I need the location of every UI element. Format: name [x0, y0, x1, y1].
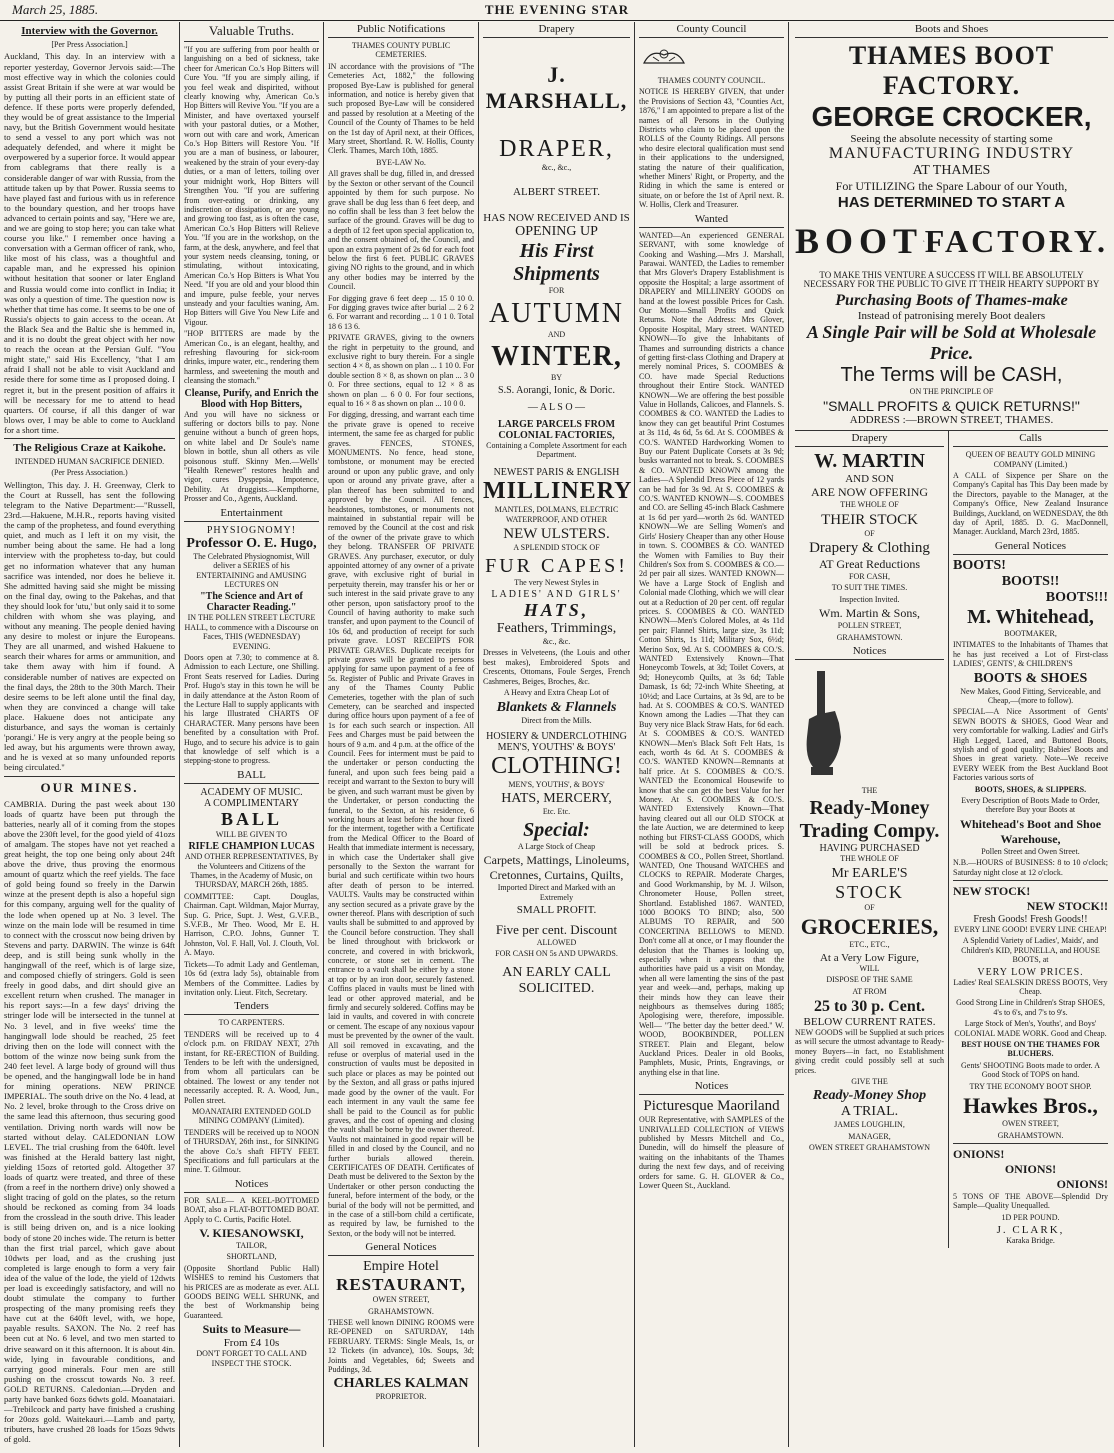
ad-body: For UTILIZING the Spare Labour of our Youth,	[835, 179, 1068, 193]
ad-headline: A Single Pair will be Sold at Wholesale Price.	[806, 321, 1097, 363]
notice-body: A CALL of Sixpence per Share on the Company's Capital has This Day been made by the Directors, payable to the Manager, at the Company's Office, New Zealand Insurance Buildings, Auckland, on WEDNESDAY, the 8th day of April, 1885. D. G. MacDonnell, Manager. Auckland, March 23rd, 1885.	[953, 471, 1108, 537]
ad-body: Karaka Bridge.	[1006, 1236, 1055, 1246]
ad-body: Gents' SHOOTING Boots made to order. A Good Stock of TOPS on hand.	[961, 1060, 1100, 1080]
ad-body: Ladies' Real SEALSKIN DRESS BOOTS, Very Cheap.	[953, 977, 1108, 997]
ad-body: A Heavy and Extra Cheap Lot of	[503, 688, 610, 698]
ad-body: OWEN STREET,	[372, 1295, 430, 1305]
column-drapery	[479, 22, 634, 1447]
ad-body: HOSIERY & UNDERCLOTHING	[486, 730, 627, 742]
ad-headline: GROCERIES,	[800, 914, 939, 940]
ad-headline: J. CLARK,	[996, 1224, 1065, 1237]
ad-body: A Splendid Variety of Ladies', Maids', and Children's KID, PRUNELLA, and HOUSE BOOTS, at	[961, 936, 1100, 965]
notice-body: PRIVATE GRAVES, giving to the owners the right in perpetuity to the ground, and exclusive right to bury therein. For a single section 4 × 8, as shown on plan ... 1 10 0. For double section 8 × 8, as shown on plan ... 3 0 0. For three sections, equal to 12 × 8 as shown on plan ... 6 0 0. For four sections, equal to 16 × 8 as shown on plan ... 10 0 0.	[328, 333, 474, 409]
section-heading: Calls	[953, 431, 1108, 447]
ad-headline: The Terms will be CASH,	[840, 363, 1063, 386]
notice-body: For digging, dressing, and warrant each time the private grave is opened to receive interment, the same fee as charged for public graves. FENCES, STONES, MONUMENTS. No fence, head stone, tombstone, or monument may be erected around or upon any public grave, and only upon or around any private grave, after a plan thereof has been submitted to and approved by the Council. All fences, headstones, tombstones, or monuments not maintained in substantial repair will be removed by the Council at the cost and risk of the owner of the private grave to which they belong. TRANSFER OF PRIVATE GRAVES. Any purchaser, executor, or duly appointed attorney of any owner of a private grave, with exclusive right of burial in perpetuity therein, may transfer his or her or such interest in the said private grave to any other person, upon satisfactory proof to the Council of having authority to make such transfer, and upon payment to the Council of 10s 6d, and production of receipt for such private grave. LOST RECEIPTS FOR PRIVATE GRAVES. Duplicate receipts for private graves will be granted to persons applying for same upon payment of a fee of 5s. Register of Public and Private Graves in any of the Thames County Public Cemeteries, together with the plan of such Cemetery, can be searched and inspected during office hours upon payment of a fee of 1s for each such search or inspection. All Fees and Charges must be paid between the hours of 9 a.m. and 4 p.m. at the office of the Council. Fees for interment must be paid to the undertaker or person conducting the funeral, and upon such fees being paid a receipt and warrant to the Sexton to bury will be given, and such warrant must be given by the Undertaker, or person conducting the funeral, to the Sexton, at his residence, 6 working hours at least before the hour fixed for the interment, together with a Certificate from the Medical Officer to the Board of Health that immediate interment is necessary, in which case the Undertaker shall give personally to the Sexton the warrant for burial and such certificate within two hours after death of person to be interred. VAULTS. Vaults may be constructed within any section secured as a private grave by the owner thereof. Plans with description of such vaults shall be submitted to and approved by the Council before construction. They shall be lined throughout with brickwork or concrete, and covered in with brickwork, concrete, or stone set in cement. The entrance to a vault shall be either by a stone at top or by an iron door, securely fastened. Coffins placed in vaults must be lined with lead or other approved material, and be firmly and securely soldered. Coffins may be laid in vaults, and covered in with concrete or cement. The escape of any noxious vapour must be prevented by the owner of the vault. All soil removed in excavating, and the refuse or overplus of material used in the construction of vaults must be deposited in such place or places as may be pointed out by the Sexton, and all grass or paths injured made good by the owner of the vault. For each interment in any vault the same fee shall be paid to the Council as for public graves, and the cost of opening and closing the vault shall be borne by the owner thereof. Vaults not maintained in good repair will be filled in and closed by the Council, and no further burials allowed therein. CERTIFICATES OF DEATH. Certificates of Death must be delivered to the Sexton by the Undertaker or other person conducting the funeral, before interment of the body, or the burial of the body will not be permitted, and in the case of a still-born child a certificate, as required by law, be furnished to the Sexton, or the body will not be interred.	[328, 410, 474, 1238]
ad-body: TENDERS will be received up to NOON of THURSDAY, 26th inst., for SINKING the above Co.'s shaft FIFTY FEET. Specifications and full particulars at the mine. T. Gilmour.	[184, 1127, 319, 1175]
ad-body: ALLOWED	[536, 937, 577, 947]
ad-body: Direct from the Mills.	[521, 715, 592, 725]
section-heading: Notices	[184, 1177, 319, 1193]
ad-headline: MANUFACTURING INDUSTRY	[828, 145, 1075, 162]
ad-headline: Empire Hotel	[363, 1259, 439, 1275]
article-body: CAMBRIA. During the past week about 130 loads of quartz have been put through the batteries, nearly all of it coming from the stopes above the 230ft level, for the good yield of 41ozs of amalgam. The stopes have not yet reached a great height, the top one being only about 24ft above the drive, thus proving the enormous amount of quartz which the reef yields. The face of gold being found so freely in the Darwin winze at the present depth is also a hopeful sign for this company, arguing well for the quality of the lode when opened up at No. 3 level. The winze on the main lode will be resumed in time to connect with the crosscut now being driven by Stevens and party. DARWIN. The winze is 64ft deep, and is still being sunk wholly in the hangingwall of the reef, which is of large size, and composed chiefly of stringers. Gold is seen freely in good dabs, and dirt should give an excellent return when crushed. The manager in his report says:—In a few days' driving the stringer lode will be intersected in the tunnel at No. 3 level, and in five weeks' time the hangingwall lode should be reached, 25 feet driving then on the lode will connect with the bottom of the winze now being sunk from the 240 feet level. A large body of ground will thus be opened, and the hangingwall lode be in hand for mining operations. NEW PRINCE IMPERIAL. The south drive on the No. 4 lead, at No. 2 level, broke through to the Cross drive on the same lead this afternoon, thus securing good ventilation. Driving north wards will now be started without delay. CALEDONIAN LOW LEVEL. The trial crushing from the 640ft. level was finished at the Herald battery last night, yielding 15ozs of retorted gold. Altogether 37 loads of quartz were treated, and three of these (from a reef in the northern drive) only showed a slight tracing of gold on the plates, so the return should be reckoned as coming from 34 loads from the crosslead in the south drive. This leader is still being driven on, and is a nice looking body of stone 20 inches wide. The return is better than the first trial parcel, which gave about 10dwts per load, and as the crushing just completed is large enough to form a very fair idea of the value of the lode, the yield of 12dwts per load is exceedingly satisfactory, and will no doubt stimulate the company to further prospecting of the many promising reefs they have cut at the 640ft level, with, we hope, payable results. SAXON. The No. 2 reef has been cut at No. 6 level, and two men started to drive seaward on it this afternoon. It is about 4in. wide, lying in favourable conditions, and carrying good minerals. Four men are still pushing on the crosscut towards No. 3 reef. GOLD RETURNS. Caledonian.—Dryden and party have banked 6ozs 6dwts gold. Moanataiari.—Trebilcock and party have finished a crushing for 20ozs gold. Waitekauri.—Lamb and party, tributers, have crushed 28 loads for 15ozs 9dwts of gold.	[4, 798, 175, 1445]
ad-headline: Cleanse, Purify, and Enrich the Blood with Hop Bitters,	[184, 387, 319, 410]
ad-body: AND OTHER REPRESENTATIVES, By the Volunteers and Citizens of the Thames, in the Academy of Music, on THURSDAY, MARCH 26th, 1885.	[184, 852, 319, 890]
article-byline: (Per Press Association.)	[51, 468, 128, 478]
ad-body: COMMITTEE: Capt. Douglas, Chairman. Capt. Wildman, Major Murray, Sup. G. Price, Supt. J. West, G.V.F.B., S.V.F.B., Mr Theo. Wood, Mr E. H. Harrison, C.P.O. Johns, Gunner T. Johnston, Vol. F. Hall, Vol. J. Clouth, Vol. A. Mayo.	[184, 891, 319, 958]
article-headline: Interview with the Governor.	[21, 25, 158, 37]
ad-body: GIVE THE	[851, 1076, 888, 1086]
ad-body: THE WHOLE OF	[840, 500, 899, 510]
ad-body: JAMES LOUGHLIN,	[834, 1120, 905, 1130]
section-heading: Notices	[795, 644, 944, 660]
notice-headline: BYE-LAW No.	[376, 157, 426, 167]
ad-body: Carpets, Mattings, Linoleums, Cretonnes, Curtains, Quilts,	[483, 853, 630, 883]
ad-body: Containing a Complete Assortment for each Department.	[486, 440, 627, 460]
ad-headline: FUR CAPES!	[485, 554, 628, 577]
ad-headline: AUTUMN	[489, 297, 624, 329]
ad-headline: Drapery & Clothing	[809, 540, 930, 557]
ad-headline: J. MARSHALL,	[485, 62, 628, 113]
ad-body: LADIES' AND GIRLS'	[491, 589, 622, 601]
ad-headline: ONIONS!	[953, 1146, 1005, 1161]
article-byline: [Per Press Association.]	[51, 40, 128, 49]
ad-body: TAILOR,	[236, 1241, 267, 1251]
ad-headline: HATS, MERCERY,	[501, 791, 612, 807]
boot-factory-banner	[795, 211, 1108, 271]
ad-headline: "The Science and Art of Character Reading."	[200, 591, 303, 614]
masthead: THE EVENING STAR	[484, 2, 630, 17]
ad-body: HAVING PURCHASED	[819, 843, 920, 855]
ad-headline: His First	[519, 240, 594, 263]
column-boots-and-shoes	[789, 22, 1114, 1447]
ad-body: FOR CASH,	[849, 572, 890, 582]
ad-body: Imported Direct and Marked with an Extremely	[497, 883, 616, 902]
ad-body: Wm. Martin & Sons,	[819, 606, 920, 621]
section-heading: Tenders	[184, 999, 319, 1015]
ad-body: FOR SALE— A KEEL-BOTTOMED BOAT, also a FLAT-BOTTOMED BOAT. Apply to C. Curtis, Pacific Hotel.	[184, 1195, 319, 1224]
ad-headline: FACTORY.	[924, 222, 1108, 259]
ad-body: GRAHAMSTOWN.	[836, 632, 903, 642]
notice-headline: THAMES COUNTY COUNCIL.	[657, 76, 766, 85]
ad-body: AT Great Reductions	[818, 557, 921, 572]
ad-headline: MILLINERY	[483, 478, 633, 505]
ad-body: PROPRIETOR.	[375, 1392, 427, 1402]
ad-headline: STOCK	[835, 881, 904, 902]
ad-headline: M. Whitehead,	[967, 605, 1094, 628]
ad-body: TO MAKE THIS VENTURE A SUCCESS IT WILL BE ABSOLUTELY NECESSARY FOR THE PUBLIC TO GIVE IT THEIR HEARTY SUPPORT BY	[803, 270, 1100, 290]
column-notices	[180, 22, 323, 1447]
ad-body: FOR	[548, 286, 565, 296]
ad-body: Fresh Goods! Fresh Goods!!	[973, 914, 1088, 925]
ad-headline: THEIR STOCK	[821, 511, 918, 528]
pointing-hand-icon	[795, 667, 855, 777]
ad-body: OWEN STREET GRAHAMSTOWN	[808, 1143, 931, 1153]
column-county-council	[635, 22, 788, 1447]
notice-body: For digging grave 6 feet deep ... 15 0 10 0. For digging graves twice after burial ... 2 6 2 6. For warrant and recording ... 1 0 1 0. Total 18 6 13 6.	[328, 293, 474, 331]
ad-headline: AT THAMES	[912, 163, 991, 178]
ad-body: FOR CASH ON 5s AND UPWARDS.	[495, 949, 618, 959]
ad-body: Seeing the absolute necessity of starting some	[850, 133, 1053, 145]
ad-body: Tickets—To admit Lady and Gentleman, 10s 6d (extra lady 5s), obtainable from Members of the Committee. Ladies by invitation only. Lieut. Fitch, Secretary.	[184, 959, 319, 997]
ad-body: OWEN STREET,	[1002, 1119, 1059, 1129]
ad-body: "HOP BITTERS are made by the American Co., is an elegant, healthy, and refreshing flavouring for sick-room drinks, impure water, etc., rendering them harmless, and sweetening the mouth and cleansing the stomach."	[184, 329, 319, 386]
ad-body: &c., &c.,	[541, 163, 572, 172]
ad-headline: Picturesque Maoriland	[643, 1098, 780, 1115]
ad-body: OPENING UP	[515, 224, 598, 240]
ad-headline: BOOTS!!!	[1045, 589, 1108, 605]
ad-body: GRAHAMSTOWN.	[368, 1306, 434, 1316]
section-heading: Valuable Truths.	[184, 22, 319, 42]
article-body: Auckland, This day. In an interview with a reporter yesterday, Governor Jervois said:—The most effective way in which the colonies could assist Great Britain if she were at war would be by putting all their ports in an efficient state of defence. If these ports were properly defended, they would be of great assistance to the Imperial navy, but the British Government would hesitate to send a vessel to any port which was not adequately defended, and where it might be overpowered by a superior force. It would appear from cablegrams that there really is a considerable danger of war with Russia, from the attitude taken up by that Power. Russia seems to have played fast and furious with us in reference to the boundary question, and her troops have advanced to certain points and say, "Here we are, and we are going to stop here; you can take what course you like." I remember once having a conversation with a German officer of rank, who, like most of his class, was a thoughtful and capable man, and he expressed his opinion without hesitation that sooner or later England and Russia would come into conflict in India; it was only a question of time. The question now is whether that time has come. It seems to be one of Russia's objects to gain access to the ocean. At the Black Sea and the Baltic she is hemmed in, and it is no doubt the great object with her now to reach the ocean at the Persian Gulf. "You might state," said His Excellency, "that I am afraid I shall not be able to visit Auckland and reside there for some time as I proposed doing. I regret it, but in the present position of affairs it will be necessary for me to attend to head quarters. Of course, if all this danger of war blows over, I may be able to come to Auckland for a short time.	[4, 51, 175, 435]
notice-headline: THAMES COUNTY PUBLIC CEMETERIES.	[351, 41, 451, 60]
ad-body: — A L S O —	[527, 401, 586, 413]
ad-headline: V. KIESANOWSKI,	[199, 1226, 304, 1241]
ad-headline: BOOTS & SHOES	[973, 670, 1088, 686]
ad-body: TO SUIT THE TIMES.	[831, 583, 908, 593]
ad-headline: Trading Compy.	[799, 820, 940, 843]
ad-body: ALBERT STREET.	[513, 186, 600, 199]
ad-body: N.B.—HOURS of BUSINESS: 8 to 10 o'clock; Saturday night close at 12 o'clock.	[953, 858, 1108, 877]
ad-headline: DRAPER,	[499, 136, 614, 162]
ad-body: At a Very Low Figure,	[819, 951, 920, 964]
ad-body: ADDRESS :—BROWN STREET, THAMES.	[849, 414, 1054, 427]
ad-headline: CLOTHING!	[491, 752, 622, 779]
ad-headline: HAS DETERMINED TO START A	[837, 194, 1066, 211]
ad-body: BEST HOUSE ON THE THAMES FOR BLUCHERS.	[961, 1040, 1100, 1059]
ad-headline: A TRIAL.	[840, 1104, 899, 1120]
ad-headline: PHYSIOGNOMY!	[206, 524, 297, 536]
ad-body: OF	[864, 528, 875, 538]
ad-headline: RESTAURANT,	[336, 1275, 466, 1295]
ad-body: THE	[861, 786, 878, 796]
ad-body: &c., &c.	[542, 637, 571, 647]
classified-body: WANTED—An experienced GENERAL SERVANT, with some knowledge of Cooking and Washing.—Mrs J. Marshall, Parawai. WANTED, the Ladies to remember that Mrs Glover's Drapery Establishment is opposite the Hospital; a large assortment of DRAPERY and MILLINERY GOODS on hand at the lowest possible Prices for Cash. Our Motto—Small Profits and Quick Returns. Note the Address: Mrs Glover, Opposite Hospital, Mary street. WANTED KNOWN—To give the Inhabitants of Thames and surrounding districts a chance of getting first-class Clothing and Drapery at merely nominal Prices, S. COOMBES & CO. have made Special Reductions throughout their Entire Stock. WANTED KNOWN—We are offering the best possible Value in Hollands, Calicoes, and Flannels. S. COOMBES & CO. WANTED the Ladies to know they can get beautiful Print Costumes at 3s 11d, 4s 6d, 5s 6d. At S. COOMBES & CO.'S. WANTED Hardworking Women to Buy our Patent Duplicate Corsets at 3s 9d; busks warranted not to break. S. COOMBES & CO. WANTED KNOWN among the Ladies—A Splendid Dress Piece of 12 yards can be had for 3s 9d. At S. COOMBES & CO.'S. WANTED KNOWN—S. COOMBES and CO. are Selling 45-inch Black Cashmere at 1s 6d per yard—worth 2s 6d. WANTED KNOWN—We are Selling Women's and Girls' Hosiery Cheaper than any other House in town. S. COOMBES & CO. WANTED the Women with Families to Buy their Children's Sox from S. COOMBES & CO.—2d per pair all sizes. WANTED KNOWN—We have a Large Stock of English and Colonial made Clothing, which we will clear out at a Reduction of 20 per cent. off regular prices. S. COOMBES & CO. WANTED KNOWN—Men's Colored Moles, at 4s 11d per pair; Flannel Shirts, large size, 3s 11d; Cotton Shirts, 1s 11d; Military Sox, 6½d; Merino Sox, 9d. At S. COOMBES & CO.'S. WANTED Extensively Known—That Honeycomb Towels, at 3d; Toilet Covers, at 9d; Honeycomb Quilts, at 3s 6d; Table Damask, 1s 6d; 72-inch White Sheeting, at 10½d; and Lace Curtains, at 3s 9d, are to be had. At S. COOMBES & CO.'S. WANTED Known among the Ladies —That they can Buy very nice Black Straw Hats, for 6d each. At S. COOMBES & CO.'S. WANTED KNOWN—Men's Black Soft Felt Hats, 1s each, worth 4s 6d. At S. COOMBES & CO.'S. WANTED KNOWN—Remnants at half price. At S. COOMBES & CO.'S. WANTED the Economical Housewife to know that she can get the best Value for her Money. At S. COOMBES & CO.'S. WANTED Extensively Known—That having cleared out all our OLD STOCK at the late Auction, we are determined to keep nothing but FIRST-CLASS GOODS, which will be sold at bedrock prices. S. COOMBES & CO., Pollen Street, Shortland. WANTED, One Thousand WATCHES and CLOCKS to REPAIR. Moderate Charges, and Good Workmanship, by M. J. Wilson, Chronometer House, Pollen street, Shortland. Established 1867. WANTED, 1000 BOOKS TO BIND; also, 500 ALBUMS TO REPAIR, and 500 CONCERTINA BELLOWS to MEND. Don't come all at once, or I may flounder the delusion that the Thames is looking up, especially when it appears that the authorities have paid us a visit on Monday, when all were lamenting the sins of the past year and week—and, perhaps, making up their minds how they can leave their neighbours as themselves during 1885; Apologising were, therefore, impossible. Well— "The better day the better deed." W. WOOD, BOOKBINDER, POLLEN STREET. Plain and Elegant, below Auckland Prices. Dealer in old Books, Pamphlets, Music, Prints, Engravings, or anything else in that line.	[639, 230, 785, 1077]
ad-headline: WINTER,	[491, 341, 622, 373]
ad-headline: TO CARPENTERS.	[218, 1018, 285, 1028]
ad-headline: ONIONS!	[1004, 1161, 1057, 1176]
notice-headline: QUEEN OF BEAUTY GOLD MINING COMPANY (Limited.)	[965, 450, 1096, 469]
article-subhead: INTENDED HUMAN SACRIFICE DENIED.	[14, 456, 165, 466]
section-heading: Public Notifications	[328, 22, 474, 38]
ad-headline: Mr EARLE'S	[831, 865, 908, 881]
section-heading: BALL	[184, 768, 319, 784]
ad-body: ETC., ETC.,	[849, 940, 890, 950]
ad-headline: THAMES BOOT FACTORY.	[848, 41, 1055, 100]
ad-body: (Opposite Shortland Public Hall) WISHES to remind his Customers that his PRICES are as moderate as ever. ALL GOODS BEING WELL SHRUNK, and the best of Workmanship being Guaranteed.	[184, 1263, 319, 1320]
page-header	[0, 0, 1114, 21]
ad-body: Dresses in Velveteens, (the Louis and other best makes), Embroidered Spots and Crescents, Ottomans, Foule Serges, French Cashmeres, Beiges, Broches, &c.	[483, 648, 630, 686]
ad-headline: NEW ULSTERS.	[503, 526, 610, 543]
ad-body: New Makes, Good Fitting, Serviceable, and Cheap,—(more to follow).	[960, 686, 1101, 705]
ad-body: MANAGER,	[848, 1131, 891, 1141]
ad-body: GRAHAMSTOWN.	[997, 1130, 1064, 1140]
ad-headline: BOOT	[795, 221, 924, 261]
section-heading: General Notices	[328, 1240, 474, 1256]
ad-headline: GEORGE CROCKER,	[811, 101, 1092, 132]
notice-body: IN accordance with the provisions of "The Cemeteries Act, 1882," the following proposed Bye-Law is published for general information, and notice is hereby given that such proposed Bye-Law will be considered and passed by resolution at a Meeting of the Council of the County of Thames to be held on the 1st day of April next, at their Offices, Mary street, Shortland. R. W. Hollis, County Clerk. Thames, March 10th, 1885.	[328, 61, 474, 156]
ad-headline: Whitehead's Boot and Shoe Warehouse,	[959, 816, 1102, 846]
issue-date: March 25, 1885.	[12, 2, 99, 17]
section-heading: County Council	[639, 22, 784, 38]
ad-body: Inspection Invited.	[839, 594, 900, 604]
column-news	[0, 22, 179, 1447]
ad-headline: ONIONS!	[1056, 1176, 1108, 1191]
ad-headline: RIFLE CHAMPION LUCAS	[188, 841, 315, 853]
ad-body: Pollen Street and Owen Street.	[981, 846, 1080, 856]
article-headline: The Religious Craze at Kaikohe.	[13, 441, 166, 454]
ad-body: OF	[864, 902, 875, 912]
ad-body: EVERY LINE GOOD! EVERY LINE CHEAP!	[954, 925, 1107, 934]
ad-body: MEN'S, YOUTHS' & BOYS'	[497, 741, 616, 753]
ad-headline: Shipments	[513, 263, 600, 286]
ad-body: ON THE PRINCIPLE OF	[909, 386, 994, 396]
article-body: Wellington, This day. J. H. Greenway, Clerk to the Court at Russell, has sent the following telegram to the Native Department:—"Russell, 23rd.—Hakuene, M.H.R., reports having visited the camp of the prophetess, and found everything quiet, and much as I left it on my visit, the number being about the same. He had a long interview with the prophetess to-day, but could get no information whatever that any human sacrifice was intended, nor does he believe it. She admitted having said she might be missing on the final day, owing to the Pakehas, and that they should look for 'utu,' but only said it to some children with whom she was playing, and without any meaning. The people denied having any desire to molest or injure the Europeans. They are all unarmed, and wished Hakuene to search their whares for arms or ammunition, and take them away with him if found. A considerable number of natives are expected on the final days, the 28th to the 30th March. Their desire seems to be left alone until the final day, when they are convinced a change will take place. Hakuene does not anticipate any disturbance, and says the woman is certainly 'porangi.' He is very angry at the people being so led away, but his arguments were thrown away, and he is vexed at so many unfounded reports being circulated."	[4, 479, 175, 773]
ad-headline: MOANATAIRI EXTENDED GOLD MINING COMPANY (Limited).	[192, 1106, 311, 1126]
ad-headline: "SMALL PROFITS & QUICK RETURNS!"	[823, 398, 1080, 415]
ad-body: POLLEN STREET,	[837, 621, 902, 631]
ad-headline: Ready-Money	[809, 797, 930, 820]
article-headline: OUR MINES.	[40, 779, 139, 795]
ad-headline: A COMPLIMENTARY	[203, 797, 300, 809]
notice-body: All graves shall be dug, filled in, and dressed by the Sexton or other servant of the Council appointed by them for such purpose. No grave shall be dug less than 6 feet deep, and no coffin shall be less than 3 feet below the surface of the ground. Graves will be dug to a depth of 12 feet upon special application to, and the consent obtained of, the Council, and upon an extra payment of 2s 6d for each foot below the first 6 feet. PUBLIC GRAVES giving NO rights to the ground, and in which any other bodies may be interred by the Council.	[328, 169, 474, 292]
ad-body: OUR Representative, with SAMPLES of the UNRIVALLED COLLECTION of VIEWS published by Messrs Mitchell and Co., Dunedin, will do himself the pleasure of waiting on the inhabitants of the Thames during the next few days, and of receiving orders for same. G. H. GLOVER & Co., Lower Queen St., Auckland.	[639, 1115, 784, 1191]
notice-body: NOTICE IS HEREBY GIVEN, that under the Provisions of Section 43, "Counties Act, 1876," I am appointed to prepare a list of the names of all Persons in the Outlying Districts who claim to be placed upon the ROLLS of the County Ridings. All persons who desire electoral qualification must send in their applications to the undersigned, stating the nature of their qualification, whether Miners' Right, or Property, and the Riding in which the same is entered or situate, on or before the 1st of April next. R. W. Hollis, Clerk and Treasurer.	[639, 87, 784, 210]
ad-headline: CHARLES KALMAN	[333, 1376, 469, 1392]
ad-headline: NEW STOCK!	[953, 884, 1031, 898]
ad-body: ARE NOW OFFERING	[810, 485, 929, 500]
ad-body: Etc. Etc.	[542, 807, 571, 817]
ad-body: Good Strong Line in Children's Strap SHOES, 4's to 6's, and 7's to 9's.	[956, 998, 1105, 1017]
ad-body: A SPLENDID STOCK OF	[513, 543, 600, 553]
ad-headline: Special:	[523, 818, 590, 841]
ad-body: From £4 10s	[223, 1337, 280, 1350]
ad-body: Doors open at 7.30; to commence at 8. Admission to each Lecture, one Shilling. Front Seats reserved for Ladies. During Prof. Hugo's stay in this town he will be in daily attendance at the Aston Room of the Lecture Hall to supply applicants with his large Illustrated CHARTS OF CHARACTER. Many persons have been benefited by a consultation with Prof. Hugo, and to secure his advice is to gain that knowledge of self which is a stepping-stone to progress.	[184, 652, 319, 766]
coat-of-arms-icon	[639, 45, 689, 67]
ad-headline: Suits to Measure—	[202, 1322, 301, 1337]
ad-body: AT FROM	[852, 986, 887, 996]
ad-headline: LARGE PARCELS FROM COLONIAL FACTORIES,	[497, 418, 616, 441]
ad-body: TENDERS will be received up to 4 o'clock p.m. on FRIDAY NEXT, 27th instant, for RE-ERECTION of Building. Tenders to be left with the undersigned, from whom all particulars can be obtained. The lowest or any tender not necessarily accepted. R. A. Wood, Jun., Pollen street.	[184, 1029, 319, 1105]
ad-headline: 25 to 30 p. Cent.	[813, 997, 926, 1015]
ad-headline: Blankets & Flannels	[496, 699, 617, 715]
ad-body: VERY LOW PRICES.	[977, 966, 1084, 978]
ad-body: SMALL PROFIT.	[516, 903, 597, 916]
ad-body: Every Description of Boots Made to Order, therefore Buy your Boots at	[961, 795, 1100, 815]
section-heading: Drapery	[795, 431, 944, 447]
ad-body: HAS NOW RECEIVED AND IS	[483, 212, 630, 225]
section-heading: Entertainment	[184, 506, 319, 522]
ad-body: Instead of patronising merely Boot dealers	[857, 309, 1046, 322]
ad-body: WILL	[859, 963, 880, 973]
ad-body: THESE well known DINING ROOMS were RE-OPENED on SATURDAY, 14th FEBRUARY. TERMS: Single Meals, 1s, or 12 Tickets (in advance), 10s. Soups, 3d; Joints and Vegetables, 6d; Sweets and Puddings, 3d.	[328, 1318, 474, 1375]
ad-body: INTIMATES to the Inhabitants of Thames that he has just received a Lot of First-class LADIES', GENTS', & CHILDREN'S	[953, 640, 1108, 669]
section-heading: General Notices	[953, 539, 1108, 555]
ad-headline: Purchasing Boots of Thames-make	[835, 291, 1068, 309]
ad-body: WILL BE GIVEN TO	[215, 829, 288, 839]
ad-body: TRY THE ECONOMY BOOT SHOP.	[969, 1081, 1092, 1091]
ad-body: NEW GOODS will be Supplied at such prices as will secure the utmost advantage to Ready-money Buyers—in fact, no Establishment giving credit could possibly sell at such prices.	[795, 1027, 944, 1075]
section-heading: Boots and Shoes	[795, 22, 1108, 38]
sub-column-left	[795, 431, 949, 1247]
ad-body: AND	[547, 329, 566, 339]
ad-headline: NEW STOCK!!	[1026, 899, 1108, 913]
ad-headline: Five per cent. Discount	[495, 921, 618, 937]
section-heading: Notices	[639, 1079, 784, 1095]
ad-body: S.S. Aorangi, Ionic, & Doric.	[498, 384, 615, 396]
ad-body: BELOW CURRENT RATES.	[803, 1015, 936, 1028]
ad-body: "If you are suffering from poor health or languishing on a bed of sickness, take cheer for American Co.'s Hop Bitters will Cure You. "If you are simply ailing, if you feel weak and dispirited, without clearly knowing why, American Co.'s Hop Bitters will Revive You. "If you are a Minister, and have overtaxed yourself with your pastoral duties, or a Mother, worn out with care and work, American Co.'s Hop Bitters will Restore You. "If you are a man of business, or labourer, weakened by the strain of your every-day duties, or a man of letters, toiling over your midnight work, Hop Bitters will Strengthen You. "If you are suffering from over-eating or drinking, any indiscretion or dissipation, or are young and growing too fast, as is often the case, American Co.'s Hop Bitters will Relieve You. "If you are in the workshop, on the farm, at the desk, anywhere, and feel that your system needs cleansing, toning, or stimulating, without intoxicating, American Co.'s Hop Bitters is What You Need. "If you are old and your blood thin and impure, pulse feeble, your nerves unsteady and your faculties waning, Am. Hop Bitters will Give You New Life and Vigour.	[184, 45, 319, 327]
ad-body: The Celebrated Physiognomist, Will deliver a SERIES of his ENTERTAINING and AMUSING LECTURES ON	[193, 551, 310, 589]
ad-body: BOOTS, SHOES, & SLIPPERS.	[974, 784, 1087, 794]
ad-headline: BALL	[220, 808, 283, 829]
ad-headline: Hawkes Bros.,	[963, 1093, 1098, 1119]
ad-body: MEN'S, YOUTHS', & BOYS'	[508, 779, 605, 789]
sub-columns	[795, 430, 1108, 1247]
ad-body: THE WHOLE OF	[840, 854, 899, 864]
ad-headline: Feathers, Trimmings,	[496, 621, 617, 637]
ad-body: SPECIAL—A Nice Assortment of Gents' SEWN BOOTS & SHOES, Good Wear and very comfortable for walking. Ladies' and Girl's High Legged, Laced, and Buttoned Boots, stylish and of good quality; Babies' Boots and Shoes in great variety. Note—We receive EVERY WEEK from the Best Auckland Boot Factories various sorts of	[953, 707, 1108, 783]
ad-headline: AN EARLY CALL SOLICITED.	[502, 964, 611, 996]
ad-headline: HATS,	[523, 600, 590, 621]
ad-headline: BOOTS!!	[1001, 573, 1060, 589]
ad-body: A Large Stock of Cheap	[517, 841, 596, 851]
ad-body: Large Stock of Men's, Youths', and Boys' COLONIAL MADE WORK. Good and Cheap.	[954, 1019, 1107, 1038]
ad-headline: Ready-Money Shop	[812, 1088, 927, 1104]
ad-body: 5 TONS OF THE ABOVE—Splendid Dry Sample—Quality Unequalled.	[953, 1191, 1108, 1211]
section-heading: Drapery	[483, 22, 630, 38]
ad-headline: Professor O. E. Hugo,	[186, 535, 317, 551]
ad-body: BOOTMAKER,	[1004, 628, 1057, 638]
ad-body: DISPOSE OF THE SAME	[826, 975, 913, 985]
section-heading: Wanted	[639, 212, 784, 228]
ad-body: DON'T FORGET TO CALL AND INSPECT THE STOCK.	[196, 1349, 307, 1368]
ad-body: NEWEST PARIS & ENGLISH	[493, 467, 620, 479]
ad-headline: ACADEMY OF MUSIC.	[200, 786, 303, 798]
ad-body: IN THE POLLEN STREET LECTURE HALL, to commence with a Discourse on Faces, THIS (WEDNESDAY) EVENING.	[184, 613, 319, 651]
column-public-notifications	[324, 22, 478, 1447]
ad-body: 1D PER POUND.	[1001, 1212, 1060, 1222]
ad-body: And you will have no sickness or suffering or doctors bills to pay. None genuine without a bunch of green hops, on white label and Dr Soule's name blown in bottle, shun all others as vile poisonous stuff. Skinny Men.—Wells' "Health Renewer" restores health and vigor, cures Dyspepsia, Impotence, Debility. At druggists.—Kempthorne, Prosser and Co., Agents, Auckland.	[184, 409, 319, 504]
sub-column-right	[949, 431, 1108, 1247]
ad-headline: BOOTS!	[953, 557, 1006, 573]
ad-body: SHORTLAND,	[226, 1252, 277, 1262]
ad-body: BY	[550, 373, 563, 383]
ad-body: MANTLES, DOLMANS, ELECTRIC WATERPROOF, AND OTHER	[494, 505, 619, 524]
ad-body: The very Newest Styles in	[514, 577, 599, 587]
ad-headline: W. MARTIN	[814, 450, 925, 473]
ad-body: AND SON	[845, 473, 894, 486]
